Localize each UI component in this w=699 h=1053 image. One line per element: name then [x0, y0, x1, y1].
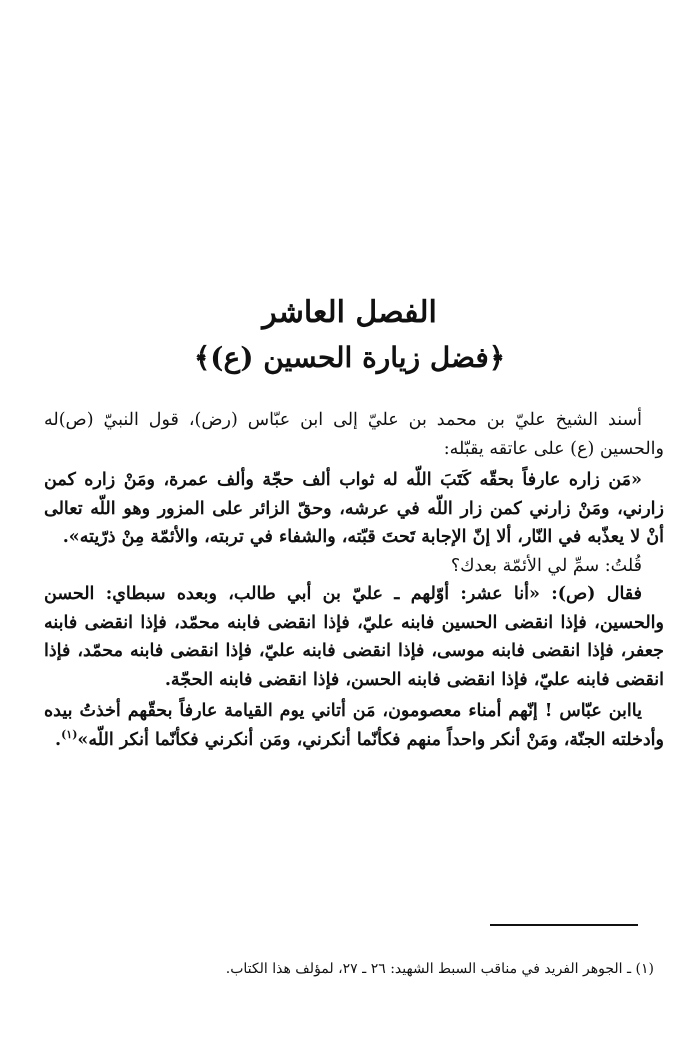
chapter-subtitle: ﴿فضل زيارة الحسين (ع)﴾ [193, 341, 506, 374]
paragraph-hadith-ziyara: «مَن زاره عارفاً بحقّه كَتَبَ اللّه له ثواب ألف حجّة وألف عمرة، ومَنْ زاره كمن زارني، ومَنْ زارني كمن زار اللّه في عرشه، وحقّ الزائر على المزور وهو اللّه تعالى أنْ لا يعذّبه في النّار، ألا إنّ الإجابة تَحتَ قبّته، والشفاء في تربته، والأئمّة مِنْ ذرّيته». [44, 470, 664, 547]
page-body [44, 406, 664, 754]
paragraph-question: قُلتُ: سمِّ لي الأئمّة بعدك؟ [450, 555, 642, 576]
paragraph-imams-list: فقال (ص): «أنا عشر: أوّلهم ـ عليّ بن أبي طالب، وبعده سبطاي: الحسن والحسين، فإذا انقضى الحسين فابنه عليّ، فإذا انقضى فابنه محمّد، فإذا انقضى فابنه جعفر، فإذا انقضى فابنه موسى، فإذا انقضى فابنه عليّ، فإذا انقضى فابنه محمّد، فإذا انقضى فابنه عليّ، فإذا انقضى فابنه الحسن، فإذا انقضى فابنه الحجّة. [44, 584, 664, 690]
footnote-reference: (١) [61, 727, 78, 741]
paragraph-closing: ياابن عبّاس ! إنّهم أمناء معصومون، مَن أتاني يوم القيامة عارفاً بحقّهم أخذتُ بيده وأدخلته الجنّة، ومَنْ أنكر واحداً منهم فكأنّما أنكرني، ومَن أنكرني فكأنّما أنكر اللّه»$^{(١)}$. [44, 701, 664, 750]
paragraph-closing-text: ياابن عبّاس ! إنّهم أمناء معصومون، مَن أتاني يوم القيامة عارفاً بحقّهم أخذتُ بيده وأدخلته الجنّة، ومَنْ أنكر واحداً منهم فكأنّما أنكرني، ومَن أنكرني فكأنّما أنكر اللّه» [44, 701, 664, 750]
footnote-separator [490, 924, 638, 926]
footnote: (١) ـ الجوهر الفريد في مناقب السبط الشهيد: ٢٦ ـ ٢٧، لمؤلف هذا الكتاب. [225, 961, 654, 977]
paragraph-isnad: أسند الشيخ عليّ بن محمد بن عليّ إلى ابن عبّاس (رض)، قول النبيّ (ص)له والحسين (ع) على عاتقه يقبّله: [44, 410, 664, 459]
chapter-title: الفصل العاشر [262, 295, 437, 330]
